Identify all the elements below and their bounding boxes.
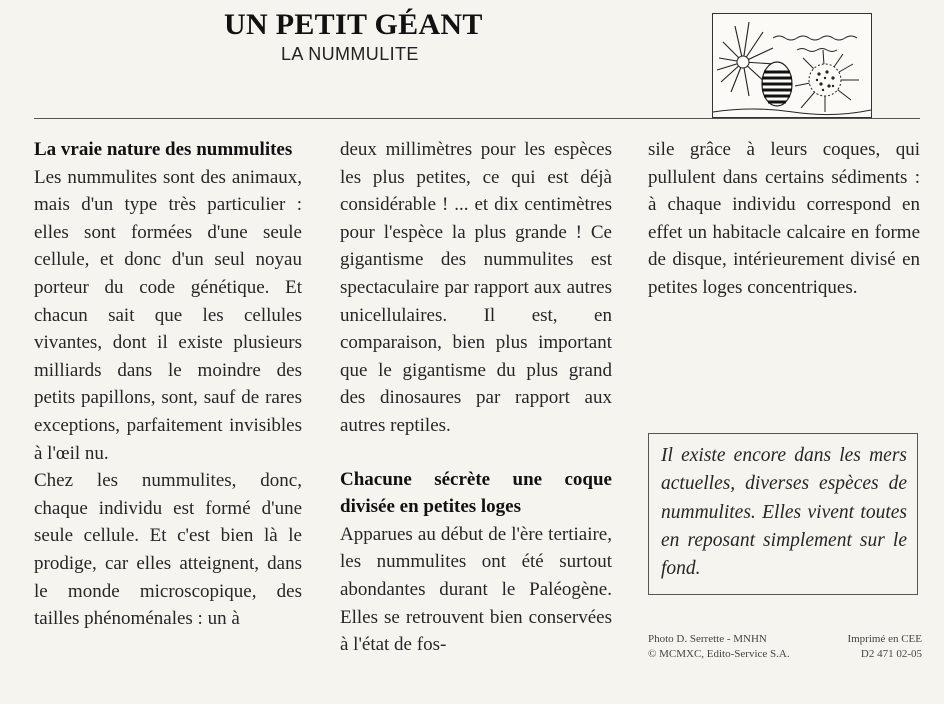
sidebar-note-text: Il existe encore dans les mers actuelles, diverses espèces de nummulites. Elles vivent toutes en reposant simplement sur le fond.	[661, 445, 907, 580]
page-subtitle: LA NUMMULITE	[281, 44, 419, 64]
card-code: D2 471 02-05	[860, 648, 922, 660]
paragraph: sile grâce à leurs coques, qui pullulent dans certains sédiments : à chaque individu correspond en effet un habitacle calcaire en forme de disque, intérieurement divisé en petites loges concentriques.	[648, 139, 920, 298]
printed-line: Imprimé en CEE	[847, 633, 922, 645]
photo-credit-line: Photo D. Serrette - MNHN	[648, 633, 767, 645]
nummulite-illustration	[712, 13, 872, 118]
photo-credit	[648, 632, 790, 662]
column-3	[648, 136, 920, 302]
paragraph: Apparues au début de l'ère tertiaire, les nummulites ont été surtout abondantes durant le Paléogène. Elles se retrouvent bien conservées à l'état de fos-	[340, 523, 612, 656]
copyright-line: © MCMXC, Edito-Service S.A.	[648, 648, 790, 660]
paragraph: Les nummulites sont des animaux, mais d'un type très particulier : elles sont formées d'une seule cellule, et donc d'un seul noyau porteur du code génétique. Et chacun sait que les cellules vivantes, dont il existe plusieurs milliards dans le moindre des petits papillons, sont, sauf de rares exceptions, parfaitement invisibles à l'œil nu.	[34, 166, 302, 464]
print-info	[812, 632, 922, 662]
page-title: UN PETIT GÉANT	[224, 8, 483, 41]
nummulite-drawing-icon	[713, 14, 871, 117]
paragraph: Chez les nummulites, donc, chaque individu est formé d'une seule cellule. Et c'est bien là le prodige, car elles atteignent, dans le monde microscopique, des tailles phénoménales : un à	[34, 470, 302, 630]
header-divider	[34, 118, 920, 119]
paragraph: deux millimètres pour les espèces les plus petites, ce qui est déjà considérable ! ... et dix centimètres pour l'espèce la plus grande ! Ce gigantisme des nummulites est spectaculaire par rapport aux autres unicellulaires. Il est, en comparaison, bien plus important que le gigantisme du plus grand des dinosaures par rapport aux autres reptiles.	[340, 139, 612, 436]
section-heading: La vraie nature des nummulites	[34, 139, 293, 160]
sidebar-note-box	[648, 433, 918, 595]
section-heading: Chacune sécrète une coque divisée en petites loges	[340, 468, 612, 518]
column-2	[340, 136, 612, 659]
column-1	[34, 136, 302, 633]
